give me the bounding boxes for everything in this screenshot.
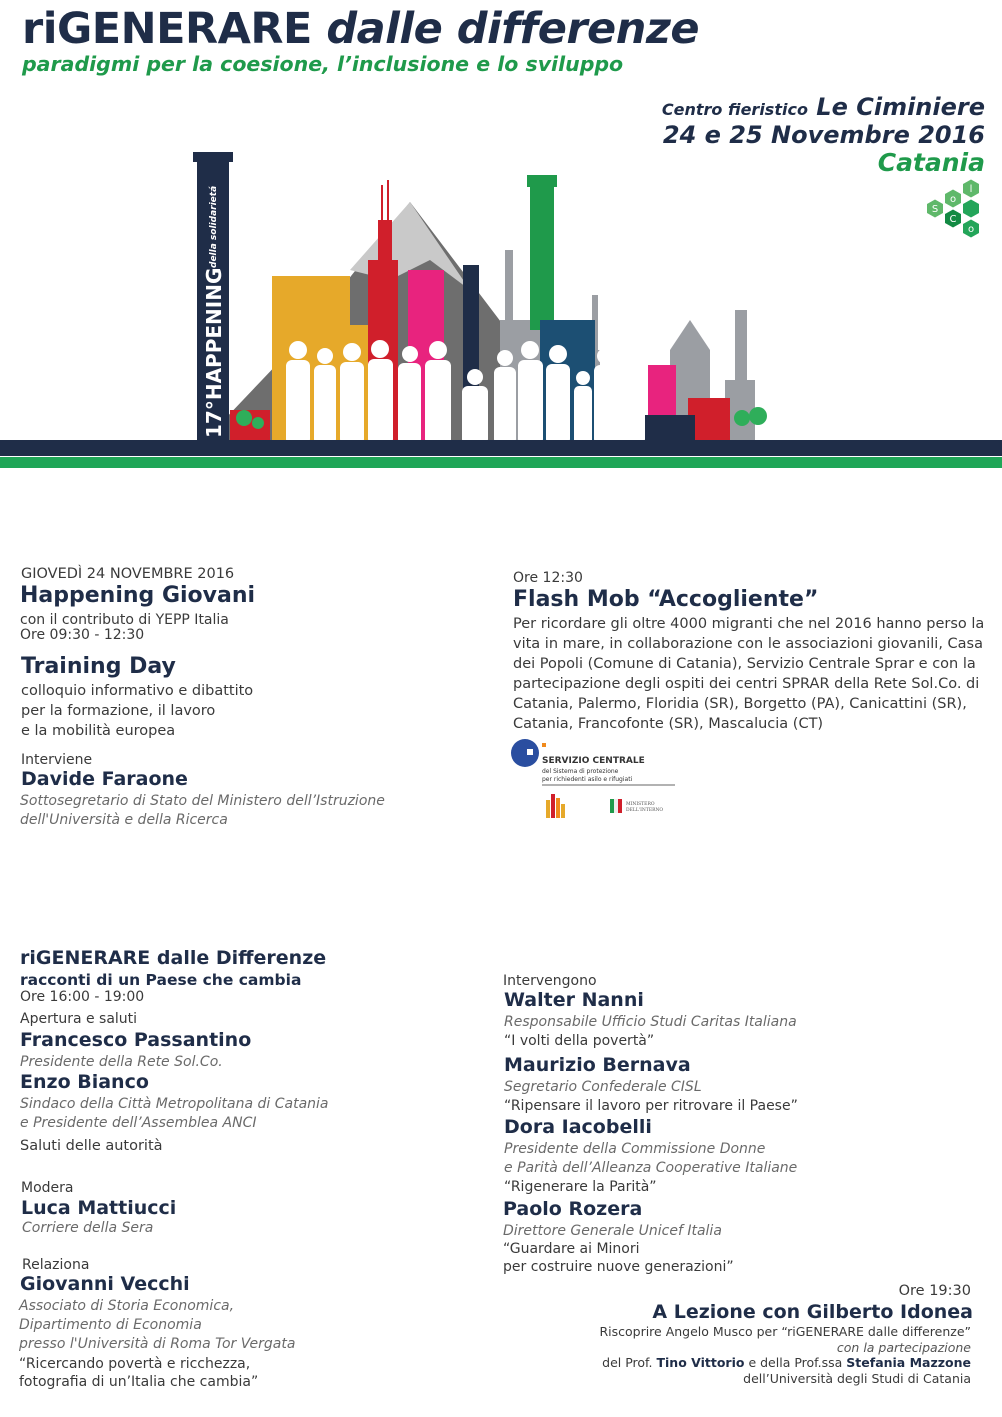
speakers-label: Intervengono bbox=[503, 973, 597, 989]
role-line: Sindaco della Città Metropolitana di Catania bbox=[20, 1096, 329, 1112]
speaker-role: Direttore Generale Unicef Italia bbox=[503, 1223, 722, 1239]
venue-line bbox=[662, 94, 985, 122]
moderator-label: Modera bbox=[21, 1180, 74, 1196]
venue-name: Le Ciminiere bbox=[816, 93, 985, 121]
afternoon-time: Ore 16:00 - 19:00 bbox=[20, 989, 145, 1005]
role-line: Associato di Storia Economica, bbox=[19, 1298, 235, 1314]
svg-text:o: o bbox=[949, 194, 957, 205]
speaker-role: Presidente della Rete Sol.Co. bbox=[20, 1054, 223, 1070]
quote-line: “Ricercando povertà e ricchezza, bbox=[19, 1356, 251, 1372]
reporter-name: Giovanni Vecchi bbox=[20, 1273, 190, 1295]
yepp-contributor: con il contributo di YEPP Italia bbox=[20, 612, 229, 628]
evening-line1: Riscoprire Angelo Musco per “riGENERARE dalle differenze” bbox=[599, 1324, 971, 1340]
speaker-name: Davide Faraone bbox=[21, 768, 188, 790]
speaker-quote: “I volti della povertà” bbox=[504, 1033, 655, 1049]
role-line: e Parità dell’Alleanza Cooperative Italiane bbox=[504, 1160, 798, 1176]
svg-text:DELL'INTERNO: DELL'INTERNO bbox=[626, 808, 664, 813]
flash-mob-description bbox=[513, 614, 984, 734]
speaker-name: Dora Iacobelli bbox=[504, 1116, 652, 1138]
quote-line: “Guardare ai Minori bbox=[503, 1241, 640, 1257]
evening-title: A Lezione con Gilberto Idonea bbox=[652, 1301, 973, 1324]
sprar-servizio-centrale-logo bbox=[510, 738, 680, 820]
venue-prefix: Centro fieristico bbox=[661, 100, 808, 119]
evening-block bbox=[599, 1283, 971, 1387]
day1-date: GIOVEDÌ 24 NOVEMBRE 2016 bbox=[21, 566, 235, 582]
reporter-quote bbox=[19, 1355, 258, 1391]
evening-line2: con la partecipazione bbox=[836, 1340, 971, 1356]
speaker-name: Paolo Rozera bbox=[503, 1198, 643, 1220]
guest-name: Stefania Mazzone bbox=[846, 1355, 971, 1371]
role-line: dell'Università e della Ricerca bbox=[20, 812, 228, 828]
speaker-quote bbox=[503, 1240, 734, 1276]
svg-text:per richiedenti asilo e rifugi: per richiedenti asilo e rifugiati bbox=[542, 776, 633, 783]
greetings-label: Saluti delle autorità bbox=[20, 1138, 163, 1154]
speaker-quote: “Ripensare il lavoro per ritrovare il Paese” bbox=[504, 1098, 798, 1114]
main-title-part2: dalle differenze bbox=[326, 4, 700, 54]
quote-line: fotografia di un’Italia che cambia” bbox=[19, 1374, 259, 1390]
morning-time: Ore 09:30 - 12:30 bbox=[20, 627, 145, 643]
desc-line: Catania, Francofonte (SR), Mascalucia (CT) bbox=[513, 716, 824, 732]
speaker-role: Responsabile Ufficio Studi Caritas Italiana bbox=[504, 1014, 797, 1030]
quote-line: per costruire nuove generazioni” bbox=[503, 1259, 734, 1275]
desc-line: e la mobilità europea bbox=[21, 723, 176, 739]
city-skyline-illustration bbox=[0, 140, 1002, 475]
text-fragment: e della Prof.ssa bbox=[748, 1355, 843, 1371]
svg-text:della solidarietá: della solidarietá bbox=[209, 185, 219, 268]
desc-line: colloquio informativo e dibattito bbox=[21, 683, 254, 699]
happening-giovani-title: Happening Giovani bbox=[20, 583, 256, 608]
main-title-part1: riGENERARE bbox=[22, 4, 312, 54]
speaker-quote: “Rigenerare la Parità” bbox=[504, 1179, 657, 1195]
main-title bbox=[22, 6, 699, 53]
subtitle: paradigmi per la coesione, l’inclusione e lo sviluppo bbox=[22, 52, 624, 76]
svg-text:MINISTERO: MINISTERO bbox=[626, 802, 655, 807]
desc-line: dei Popoli (Comune di Catania), Servizio Centrale Sprar e con la bbox=[513, 656, 976, 672]
svg-text:l: l bbox=[969, 184, 973, 195]
speaker-name: Enzo Bianco bbox=[20, 1071, 149, 1093]
evening-time: Ore 19:30 bbox=[898, 1283, 971, 1299]
reporter-role bbox=[19, 1297, 295, 1354]
svg-text:S: S bbox=[931, 204, 939, 215]
training-day-description bbox=[21, 681, 253, 741]
svg-text:SERVIZIO CENTRALE: SERVIZIO CENTRALE bbox=[542, 756, 645, 766]
speaker-role bbox=[20, 792, 385, 830]
speaker-label: Interviene bbox=[21, 752, 93, 768]
role-line: presso l'Università di Roma Tor Vergata bbox=[19, 1336, 296, 1352]
speaker-name: Walter Nanni bbox=[504, 989, 644, 1011]
afternoon-subtitle: racconti di un Paese che cambia bbox=[20, 971, 302, 989]
svg-text:o: o bbox=[967, 224, 975, 235]
afternoon-title: riGENERARE dalle Differenze bbox=[20, 947, 327, 969]
moderator-name: Luca Mattiucci bbox=[21, 1197, 177, 1219]
moderator-role: Corriere della Sera bbox=[22, 1220, 154, 1236]
report-label: Relaziona bbox=[22, 1257, 90, 1273]
opening-label: Apertura e saluti bbox=[20, 1011, 138, 1027]
desc-line: Per ricordare gli oltre 4000 migranti che nel 2016 hanno perso la bbox=[513, 616, 985, 632]
speaker-role: Segretario Confederale CISL bbox=[504, 1079, 702, 1095]
role-line: Dipartimento di Economia bbox=[19, 1317, 202, 1333]
event-city: Catania bbox=[877, 148, 985, 178]
evening-line4: dell’Università degli Studi di Catania bbox=[743, 1371, 971, 1387]
desc-line: per la formazione, il lavoro bbox=[21, 703, 216, 719]
flash-mob-title: Flash Mob “Accogliente” bbox=[513, 587, 819, 612]
guest-name: Tino Vittorio bbox=[656, 1355, 745, 1371]
speaker-role bbox=[504, 1140, 797, 1178]
desc-line: vita in mare, in collaborazione con le associazioni giovanili, Casa bbox=[513, 636, 983, 652]
speaker-name: Francesco Passantino bbox=[20, 1029, 252, 1051]
role-line: e Presidente dell’Assemblea ANCI bbox=[20, 1115, 257, 1131]
role-line: Presidente della Commissione Donne bbox=[504, 1141, 766, 1157]
role-line: Sottosegretario di Stato del Ministero dell’Istruzione bbox=[20, 793, 385, 809]
svg-text:17°HAPPENING: 17°HAPPENING bbox=[202, 267, 226, 438]
desc-line: Catania, Palermo, Floridia (SR), Borgetto (PA), Canicattini (SR), bbox=[513, 696, 967, 712]
evening-line3 bbox=[599, 1355, 971, 1371]
flash-mob-time: Ore 12:30 bbox=[513, 570, 583, 586]
svg-text:C: C bbox=[949, 214, 957, 225]
speaker-role bbox=[20, 1095, 329, 1133]
svg-text:del Sistema di protezione: del Sistema di protezione bbox=[542, 768, 619, 775]
text-fragment: del Prof. bbox=[602, 1355, 653, 1371]
training-day-title: Training Day bbox=[21, 654, 176, 679]
desc-line: partecipazione degli ospiti dei centri SPRAR della Rete Sol.Co. di bbox=[513, 676, 980, 692]
event-dates: 24 e 25 Novembre 2016 bbox=[662, 120, 985, 149]
speaker-name: Maurizio Bernava bbox=[504, 1054, 691, 1076]
